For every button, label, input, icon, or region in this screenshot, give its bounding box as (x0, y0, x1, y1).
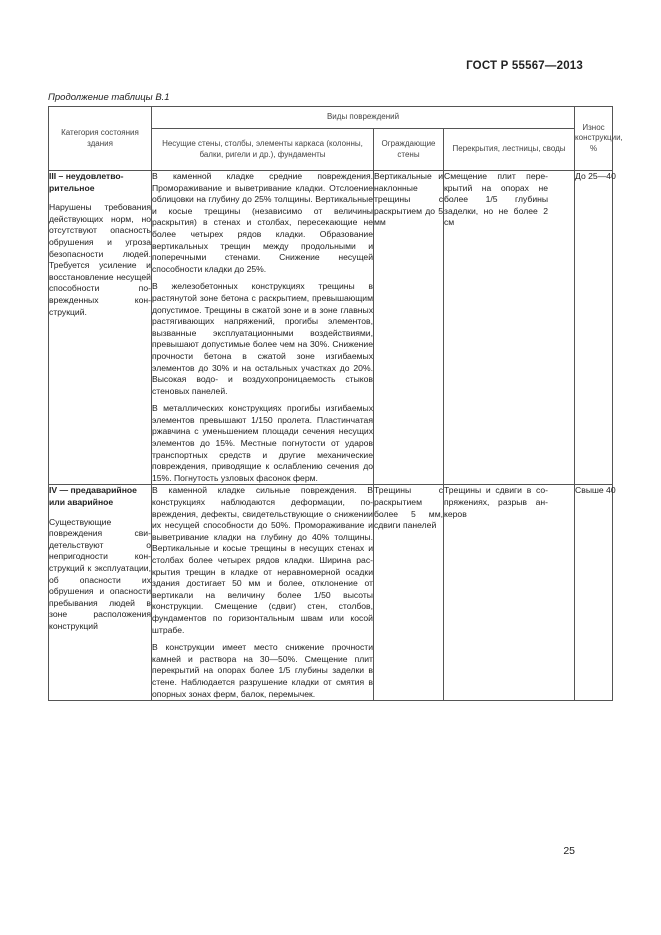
wear-cell (575, 171, 616, 485)
header-category: Категория состояния здания (49, 107, 152, 171)
category-title: III – неудовлетворительное (49, 171, 124, 193)
category-cell (49, 485, 152, 701)
document-standard-number: ГОСТ Р 55567—2013 (466, 60, 583, 72)
category-description: Существующие повреждения свидетельствуют о непригодности конструкций к эксплуатации, об опасности их обрушения и опасности пребывания людей в зоне расположения конструкций (49, 516, 151, 631)
wear-value: До 25—40 (575, 171, 616, 181)
bearing-paragraph: В каменной кладке средние повреждения. Промораживание и выветривание кладки. Отслоение облицовки на глубину до 25% толщины. Вертикальные и косые трещины (независимо от величины раскрытия) в стенах и столбах, пересекающие не более четырех рядов кладки. Образование вертикальных трещин между продольными и поперечными стенами. Снижение несущей способности кладки до 25%. (152, 171, 373, 274)
header-enclosing: Ограждающие стены (374, 129, 444, 171)
wear-value: Свыше 40 (575, 485, 616, 496)
enclosing-text: Вертикальные и наклонные трещины с раскрытием до 5 мм (374, 171, 443, 228)
table-row (49, 171, 613, 485)
floors-cell (444, 171, 575, 485)
floors-text: Трещины и сдвиги в сопряжениях, разрыв анкеров (444, 485, 549, 519)
category-description: Нарушены требования действующих норм, но отсутствуют опасность обрушения и угроза безопасности людей. Требуется усиление и восстановление несущей способности поврежденных конструкций. (49, 202, 151, 317)
enclosing-cell (374, 485, 444, 701)
enclosing-text: Трещины с раскрытием более 5 мм, сдвиги панелей (374, 485, 443, 531)
floors-cell (444, 485, 575, 701)
floors-text: Смещение плит перекрытий на опорах не более 1/5 глубины заделки, но не более 2 см (444, 171, 549, 228)
table-row (49, 485, 613, 701)
damage-category-table (48, 106, 623, 701)
table-caption: Продолжение таблицы В.1 (48, 92, 170, 103)
bearing-cell (152, 485, 374, 701)
page-number: 25 (563, 845, 575, 857)
bearing-paragraph: В железобетонных конструкциях трещины в растянутой зоне бетона с раскрытием, превышающим допустимое. Трещины в сжатой зоне и в зоне главных растягивающих напряжений, прогибы элементов, вызванные эксплуатационными воздействиями, превышают допустимые более чем на 30%. Снижение прочности бетона в сжатой зоне изгибаемых элементов до 30% и на остальных участках до 20%. Высокая водо- и воздухопроницаемость стыков стеновых панелей. (152, 281, 373, 396)
header-floors: Перекрытия, лестницы, своды (444, 129, 575, 171)
header-wear: Износ конструкции, % (575, 107, 613, 171)
category-title: IV — предаварийное или аварийное (49, 485, 137, 508)
bearing-paragraph: В каменной кладке сильные повреждения. В конструкциях наблюдаются деформации, повреждения, дефекты, свидетельствующие о снижении их несущей способности до 50%. Промораживание и выветривание кладки на глубину до 40% толщины. Вертикальные и косые трещины в несущих стенах и столбах более четырех рядов кладки. Ширина раскрытия трещин в кладке от неравномерной осадки здания достигает 50 мм и более, отклонение от вертикали на величину более 1/50 высоты конструкции. Смещение (сдвиг) стен, столбов, фундаментов по горизонтальным швам или косой штрабе. (152, 485, 373, 635)
wear-cell (575, 485, 616, 701)
header-bearing: Несущие стены, столбы, элементы каркаса (колонны, балки, ригели и др.), фундаменты (152, 129, 374, 171)
bearing-paragraph: В конструкции имеет место снижение прочности камней и раствора на 30—50%. Смещение плит перекрытий на опорах более 1/5 глубины заделки в стене. Наблюдается разрушение кладки от смятия в опорных зонах ферм, балок, перемычек. (152, 642, 373, 699)
enclosing-cell (374, 171, 444, 485)
bearing-paragraph: В металлических конструкциях прогибы изгибаемых элементов превышают 1/150 пролета. Пластинчатая ржавчина с уменьшением площади сечения несущих элементов до 15%. Местные погнутости от ударов транспортных средств и другие механические повреждения, приводящие к ослаблению сечения до 15%. Погнутость узловых фасонок ферм. (152, 403, 373, 483)
category-cell (49, 171, 152, 485)
bearing-cell (152, 171, 374, 485)
header-damage-types: Виды повреждений (152, 107, 575, 129)
